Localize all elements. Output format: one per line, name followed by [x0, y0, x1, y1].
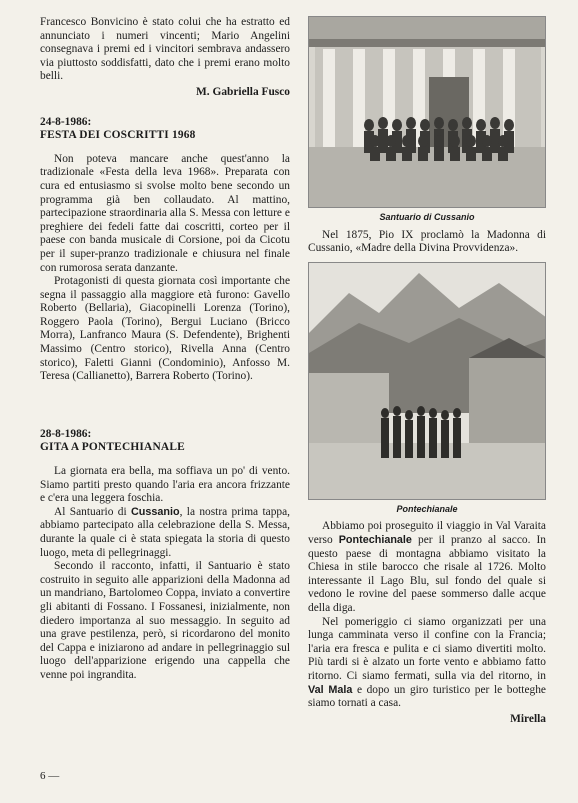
val-mala-bold: Val Mala — [308, 683, 353, 696]
pontechianale-image — [309, 263, 546, 499]
section2-paragraph-2: Al Santuario di Cussanio, la nostra prima tappa, abbiamo partecipato alla celebrazione della S. Messa, durante la quale ci è stata spiegata la storia di questo luogo, meta di pellegrinaggi. — [40, 505, 290, 559]
section1-paragraph-1: Non poteva mancare anche quest'anno la tradizionale «Festa della leva 1968». Preparata con cura ed entusiasmo si svolse molto bene secondo un programma già ben collaudato. Al mattino, partecipazione straordinaria alla S. Messa con letture e preghiere dei fedeli fatte dai coscritti, corteo per il paese con banda musicale di Corsione, poi da Cicotu per il super-pranzo tradizionale e chiusura nel finale con rumorosa serata danzante. — [40, 152, 290, 274]
pontechianale-bold: Pontechianale — [338, 533, 412, 546]
section1-title: FESTA DEI COSCRITTI 1968 — [40, 129, 196, 142]
right-column — [308, 16, 546, 726]
pontechianale-caption: Pontechianale — [396, 503, 458, 514]
santuario-image — [309, 17, 546, 207]
right-paragraph-2: Nel pomeriggio ci siamo organizzati per una lunga camminata verso il confine con la Francia; l'aria era fresca e pulita e ci siamo divertiti molto. Più tardi si è alzato un forte vento e abbiamo fatto ritorno. Ci siamo fermati, sulla via del ritorno, in Val Mala e dopo un giro turistico per le botteghe siamo tornati a casa. — [308, 615, 546, 710]
section2-date: 28-8-1986: — [40, 427, 92, 440]
intro-paragraph: Francesco Bonvicino è stato colui che ha estratto ed annunciato i numeri vincenti; Mario Angelini consegnava i premi ed i vincitori sembrava andassero via piuttosto soddisfatti, dato che i premi erano molto belli. — [40, 16, 290, 83]
cussanio-bold: Cussanio — [130, 505, 180, 518]
section2-paragraph-1: La giornata era bella, ma soffiava un po' di vento. Siamo partiti presto quando l'aria era ancora frizzante e c'era una leggera foschia. — [40, 465, 290, 505]
right-signature: Mirella — [510, 712, 546, 725]
santuario-photo — [308, 16, 546, 208]
intro-signature: M. Gabriella Fusco — [196, 85, 290, 98]
pontechianale-photo — [308, 262, 546, 500]
left-column — [40, 16, 290, 683]
page-number: 6 — — [40, 770, 60, 782]
section1-paragraph-2: Protagonisti di questa giornata così importante che segna il passaggio alla maggiore età furono: Gavello Roberto (Bellaria), Giacopinelli Lorenza (Torino), Roggero Paola (Torino), Bergui Luciano (Bricco Morra), Lanfranco Maura (S. Defendente), Brighenti Massimo (Centro storico), Rivella Anna (Centro storico), Faletti Gianni (Condominio), Anfosso M. Teresa (Callianetto), Barrera Roberto (Torino). — [40, 275, 290, 383]
section2-paragraph-3: Secondo il racconto, infatti, il Santuario è stato costruito in seguito alle apparizioni della Madonna ad un mandriano, Bartolomeo Coppa, inviato a convertire gli abitanti di Fossano. I Fossanesi, inizialmente, non diedero importanza al suo messaggio. In seguito ad una grave pestilenza, però, si ricordarono del monito del Cappa e iniziarono ad andare in pellegrinaggio sul luogo dell'apparizione erigendo una cappella che venne poi ingrandita. — [40, 560, 290, 681]
section2-title: GITA A PONTECHIANALE — [40, 441, 185, 454]
section1-date: 24-8-1986: — [40, 115, 92, 128]
santuario-caption: Santuario di Cussanio — [379, 212, 475, 222]
santuario-text: Nel 1875, Pio IX proclamò la Madonna di Cussanio, «Madre della Divina Provvidenza». — [308, 228, 546, 255]
right-paragraph-1: Abbiamo poi proseguito il viaggio in Val Varaita verso Pontechianale per il pranzo al sacco. In questo paese di montagna abbiamo visitato la Chiesa in stile barocco che risale al 1726. Molto interessante il Lago Blu, sul fondo del quale si vedono le rovine del paese sommerso dalle acque della diga. — [308, 520, 546, 614]
